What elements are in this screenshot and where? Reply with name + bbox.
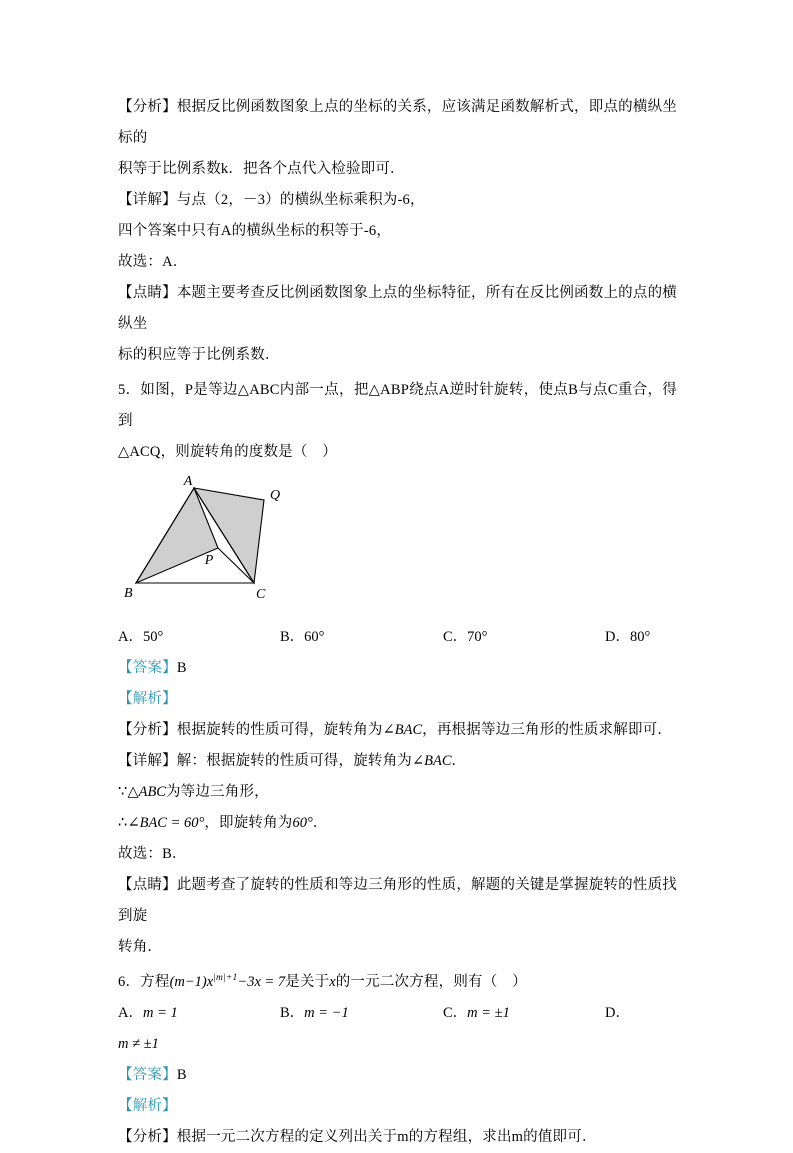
q6-stem-prefix: 6．方程 [118, 974, 170, 990]
q5-because-line [118, 777, 677, 808]
q5-detail-line [118, 746, 677, 777]
q4-analysis-line2: 积等于比例系数k．把各个点代入检验即可． [118, 161, 405, 177]
q5-answer-line [118, 653, 677, 684]
q6-option-c-math: m = ±1 [467, 1005, 510, 1021]
q6-option-b-label: B． [280, 1005, 305, 1021]
q5-options-row [118, 622, 677, 653]
q5-note-line1: 【点睛】此题考查了旋转的性质和等边三角形的性质，解题的关键是掌握旋转的性质找到旋 [118, 877, 677, 924]
q6-equation-superscript: |m|+1 [213, 973, 238, 984]
q6-options-row [118, 998, 677, 1029]
because-sign: ∵ [118, 784, 128, 800]
q4-note-line1: 【点睛】本题主要考查反比例函数图象上点的坐标特征，所有在反比例函数上的点的横纵坐 [118, 285, 677, 332]
q5-detail-prefix: 【详解】解：根据旋转的性质可得，旋转角为 [118, 753, 412, 769]
q6-answer-label: 【答案】 [118, 1067, 177, 1083]
q5-option-b: B．60° [280, 629, 325, 645]
q6-explain-line [118, 1091, 677, 1122]
q5-explain-line [118, 684, 677, 715]
q6-option-d [605, 998, 677, 1029]
q5-analysis-line [118, 715, 677, 746]
therefore-sign: ∴ [118, 815, 128, 831]
q5-option-d: D．80° [605, 629, 651, 645]
q6-option-a-math: m = 1 [142, 1005, 178, 1021]
q6-option-c [443, 998, 605, 1029]
q5-answer-value: B [176, 660, 187, 676]
q5-because-suffix: 为等边三角形， [165, 784, 269, 800]
q4-conclusion: 故选：A． [118, 254, 188, 270]
q6-equation-rest: −3x = 7 [237, 974, 286, 990]
q6-answer-value: B [176, 1067, 187, 1083]
q4-analysis-line1: 【分析】根据反比例函数图象上点的坐标的关系，应该满足函数解析式，即点的横纵坐标的 [118, 99, 677, 146]
q5-conclusion: 故选：B． [118, 846, 187, 862]
q5-therefore-math2: 60° [292, 815, 313, 831]
q5-stem-line2: △ACQ，则旋转角的度数是（ ） [118, 444, 337, 460]
q5-option-a: A．50° [118, 629, 164, 645]
vertex-label-p: P [204, 553, 214, 568]
q6-stem-x: x [329, 974, 336, 990]
q6-equation-base: (m−1)x [169, 974, 214, 990]
q6-explain-label: 【解析】 [118, 1098, 177, 1114]
q5-therefore-line [118, 808, 677, 839]
q6-stem-mid: 是关于 [285, 974, 330, 990]
vertex-label-q: Q [270, 488, 281, 503]
q6-option-d-label: D． [605, 1005, 630, 1021]
q5-geometry-diagram [122, 474, 297, 612]
q5-analysis-prefix: 【分析】根据旋转的性质可得，旋转角为 [118, 722, 383, 738]
q5-detail-suffix: ． [451, 753, 467, 769]
q6-option-a [118, 998, 280, 1029]
q6-option-d-continued: m ≠ ±1 [118, 1036, 159, 1052]
q6-option-c-label: C． [443, 1005, 468, 1021]
vertex-label-c: C [256, 587, 266, 602]
q5-therefore-mid: ，即旋转角为 [204, 815, 293, 831]
q5-analysis-suffix: ，再根据等边三角形的性质求解即可． [422, 722, 673, 738]
q5-option-c: C．70° [443, 629, 488, 645]
q6-option-b-math: m = −1 [304, 1005, 349, 1021]
q5-figure [122, 474, 677, 614]
q4-detail-line1: 【详解】与点（2，－3）的横纵坐标乘积为-6， [118, 192, 425, 208]
q5-answer-label: 【答案】 [118, 660, 177, 676]
q6-analysis-line: 【分析】根据一元二次方程的定义列出关于m的方程组，求出m的值即可． [118, 1129, 597, 1145]
q5-because-math: △ABC [127, 784, 166, 800]
q6-stem-suffix: 的一元二次方程，则有（ ） [335, 974, 527, 990]
q6-stem-line [118, 967, 677, 998]
q5-stem-line1: 5．如图，P是等边△ABC内部一点，把△ABP绕点A逆时针旋转，使点B与点C重合，得到 [118, 382, 677, 429]
q5-explain-label: 【解析】 [118, 691, 177, 707]
q6-option-a-label: A． [118, 1005, 143, 1021]
q5-analysis-math: ∠BAC [382, 722, 423, 738]
q5-therefore-math: ∠BAC = 60° [127, 815, 205, 831]
q6-answer-line [118, 1060, 677, 1091]
q5-note-line2: 转角． [118, 939, 163, 955]
q4-detail-line2: 四个答案中只有A的横纵坐标的积等于-6， [118, 223, 392, 239]
q6-option-b [280, 998, 443, 1029]
vertex-label-a: A [183, 474, 193, 489]
q5-therefore-suffix: ． [312, 815, 328, 831]
q4-note-line2: 标的积应等于比例系数． [118, 347, 280, 363]
q5-detail-math: ∠BAC [412, 753, 452, 769]
vertex-label-b: B [124, 586, 133, 601]
